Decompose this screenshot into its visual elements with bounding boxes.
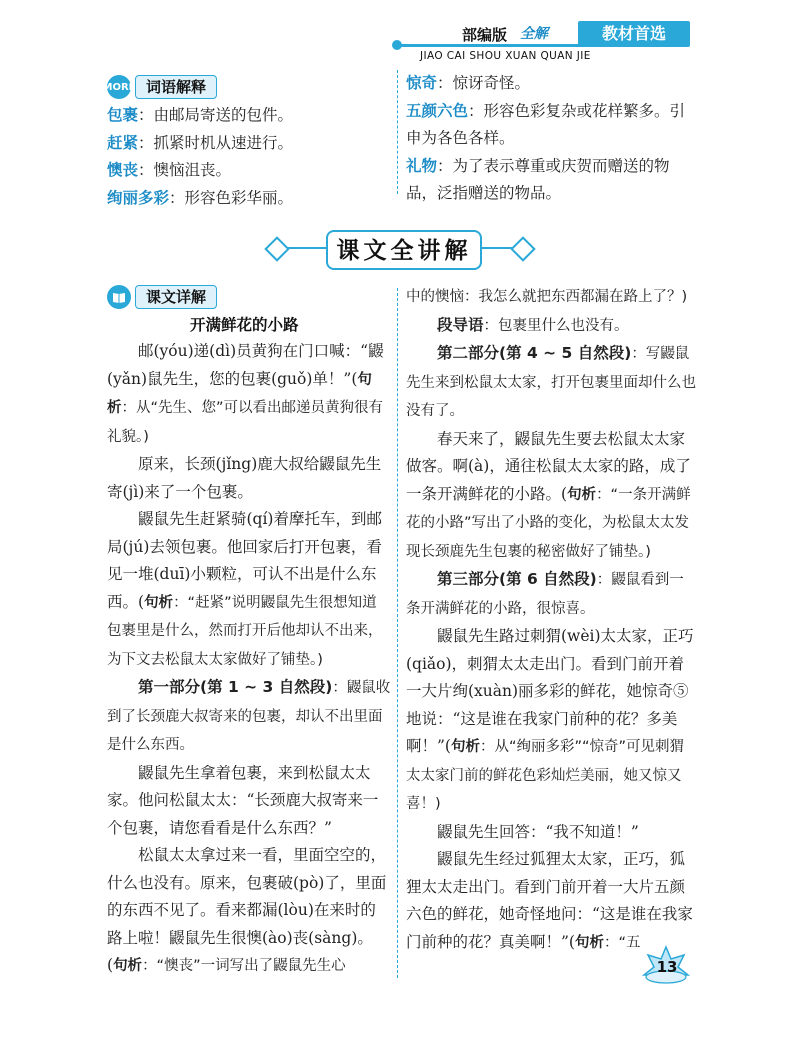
paragraph: 段导语：包裹里什么也没有。	[437, 315, 629, 334]
vocab-section-label	[102, 74, 217, 100]
vocab-item: 包裹：由邮局寄送的包件。	[107, 106, 294, 124]
banner-title: 课文全讲解	[326, 230, 482, 270]
series-title: 教材首选	[578, 21, 690, 47]
paragraph: 鼹鼠先生路过刺猬(wèi)太太家，正巧(qiǎo)，刺猬太太走出门。看到门前开着一大片绚(xuàn)丽多彩的鲜花，她惊奇⑤地说：“这是谁在我家门前种的花？多美啊！”(句析：从“绚丽多彩”“惊奇”可见刺猬太太家门前的鲜花色彩灿烂美丽，她又惊又喜！)	[406, 627, 694, 812]
series-logo: 全解	[520, 26, 548, 42]
paragraph: 第二部分(第 4 ~ 5 自然段)：写鼹鼠先生来到松鼠太太家，打开包裹里面却什么也没有了。	[406, 344, 696, 419]
vocab-item: 绚丽多彩：形容色彩华丽。	[107, 188, 294, 207]
banner-ornament-right	[510, 236, 535, 261]
paragraph: 第三部分(第 6 自然段)：鼹鼠看到一条开满鲜花的小路，很惊喜。	[406, 570, 684, 617]
edition-label: 部编版	[462, 26, 508, 44]
banner-ornament-left	[264, 236, 289, 261]
detail-label-text: 课文详解	[135, 285, 217, 309]
paragraph: 中的懊恼：我怎么就把东西都漏在路上了？)	[406, 289, 688, 305]
vocab-item: 赶紧：抓紧时机从速进行。	[107, 133, 294, 152]
vocab-item: 惊奇：惊讶奇怪。	[406, 74, 531, 92]
page-number: 13	[656, 958, 678, 976]
paragraph: 第一部分(第 1 ~ 3 自然段)：鼹鼠收到了长颈鹿大叔寄来的包裹，却认不出里面是什么东西。	[107, 678, 391, 753]
paragraph: 鼹鼠先生赶紧骑(qí)着摩托车，到邮局(jú)去领包裹。他回家后打开包裹，看见一堆(duī)小颗粒，可认不出是什么东西。(句析：“赶紧”说明鼹鼠先生很想知道包裹里是什么，然而打开后他却认不出来，为下文去松鼠太太家做好了铺垫。)	[107, 510, 383, 668]
book-icon	[107, 285, 131, 309]
left-column	[107, 338, 391, 981]
paragraph: 鼹鼠先生回答：“我不知道！”	[437, 822, 639, 841]
more-icon: MORE	[107, 75, 131, 99]
vocab-item: 礼物：为了表示尊重或庆贺而赠送的物品，泛指赠送的物品。	[406, 156, 670, 202]
paragraph: 邮(yóu)递(dì)员黄狗在门口喊：“鼹(yǎn)鼠先生，您的包裹(guǒ)单！”(句析：从“先生、您”可以看出邮递员黄狗很有礼貌。)	[107, 342, 384, 445]
paragraph: 原来，长颈(jǐng)鹿大叔给鼹鼠先生寄(jì)来了一个包裹。	[107, 455, 382, 501]
vocab-list-right	[406, 70, 696, 208]
series-subtitle: JIAO CAI SHOU XUAN QUAN JIE	[420, 50, 591, 62]
story-title: 开满鲜花的小路	[190, 316, 299, 334]
vocab-list-left	[107, 102, 392, 212]
paragraph: 鼹鼠先生拿着包裹，来到松鼠太太家。他问松鼠太太：“长颈鹿大叔寄来一个包裹，请您看看是什么东西？”	[107, 763, 379, 837]
vocab-item: 五颜六色：形容色彩复杂或花样繁多。引申为各色各样。	[406, 101, 686, 147]
detail-section-label	[107, 284, 217, 310]
column-divider-main	[397, 288, 398, 978]
paragraph: 春天来了，鼹鼠先生要去松鼠太太家做客。啊(à)，通往松鼠太太家的路，成了一条开满鲜花的小路。(句析：“一条开满鲜花的小路”写出了小路的变化，为松鼠太太发现长颈鹿先生包裹的秘密做好了铺垫。)	[406, 429, 691, 560]
vocab-item: 懊丧：懊恼沮丧。	[107, 161, 232, 179]
paragraph: 鼹鼠先生经过狐狸太太家，正巧，狐狸太太走出门。看到门前开着一大片五颜六色的鲜花，她奇怪地问：“这是谁在我家门前种的花？真美啊！”(句析：“五	[406, 850, 693, 951]
vocab-label-text: 词语解释	[135, 75, 217, 99]
right-column	[406, 284, 696, 957]
column-divider-top	[397, 70, 398, 194]
paragraph: 松鼠太太拿过来一看，里面空空的，什么也没有。原来，包裹破(pò)了，里面的东西不见了。看来都漏(lòu)在来时的路上啦！鼹鼠先生很懊(ào)丧(sàng)。(句析：“懊丧”一词写出了鼹鼠先生心	[107, 846, 387, 974]
